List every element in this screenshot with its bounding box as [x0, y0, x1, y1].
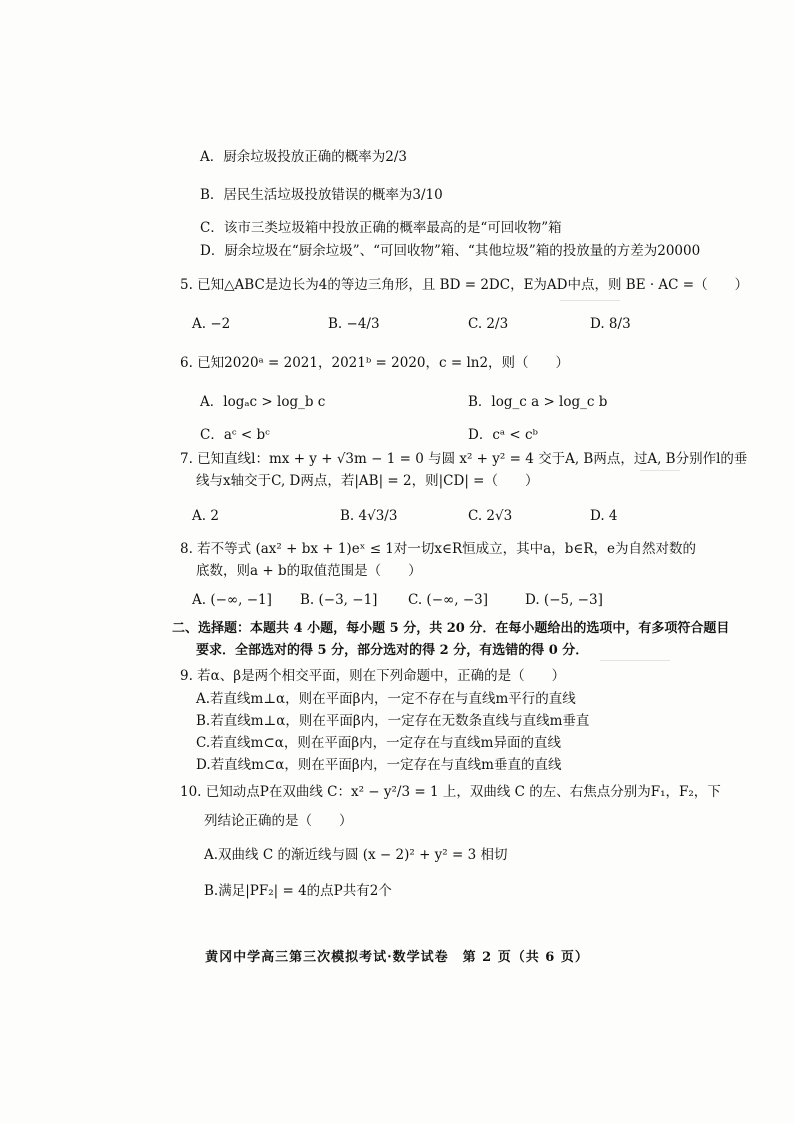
page-footer: 黄冈中学高三第三次模拟考试·数学试卷 第 2 页（共 6 页）: [205, 950, 589, 965]
q10-stem-line2: 列结论正确的是（ ）: [204, 813, 353, 829]
q9-option-d: D.若直线m⊂α，则在平面β内，一定存在与直线m垂直的直线: [196, 757, 562, 773]
q9-stem: 9. 若α、β是两个相交平面，则在下列命题中，正确的是（ ）: [180, 668, 566, 684]
q9-option-a: A.若直线m⊥α，则在平面β内，一定不存在与直线m平行的直线: [196, 691, 576, 707]
q4-option-d: D．厨余垃圾在“厨余垃圾”、“可回收物”箱、“其他垃圾”箱的投放量的方差为20000: [200, 243, 701, 259]
q4-option-c: C．该市三类垃圾箱中投放正确的概率最高的是“可回收物”箱: [200, 220, 562, 236]
q4-option-b: B．居民生活垃圾投放错误的概率为3/10: [200, 187, 443, 203]
q9-option-c: C.若直线m⊂α，则在平面β内，一定存在与直线m异面的直线: [196, 735, 561, 751]
q5-option-b: B. −4/3: [328, 316, 380, 332]
q6-option-a: A．logₐc > log_b c: [200, 394, 326, 410]
q10-option-a: A.双曲线 C 的渐近线与圆 (x − 2)² + y² = 3 相切: [204, 847, 508, 863]
q8-option-d: D. (−5, −3]: [525, 592, 603, 608]
q8-option-b: B. (−3, −1]: [300, 592, 378, 608]
q6-option-b: B．log_c a > log_c b: [468, 394, 608, 410]
q10-option-b: B.满足|PF₂| = 4的点P共有2个: [204, 883, 392, 899]
q6-option-d: D．cᵃ < cᵇ: [468, 427, 538, 443]
q8-stem-line2: 底数，则a + b的取值范围是（ ）: [196, 563, 422, 579]
q7-stem-line1: 7. 已知直线l：mx + y + √3m − 1 = 0 与圆 x² + y² = 4 交于A, B两点，过A, B分别作l的垂: [180, 451, 748, 467]
q8-option-c: C. (−∞, −3]: [408, 592, 489, 608]
q6-stem: 6. 已知2020ᵃ = 2021，2021ᵇ = 2020，c = ln2，则（ ）: [180, 355, 570, 371]
q5-stem: 5. 已知△ABC是边长为4的等边三角形，且 BD = 2DC，E为AD中点，则 BE · AC =（ ）: [180, 277, 749, 293]
scan-speck: [560, 300, 620, 301]
scan-speck: [600, 660, 670, 661]
q5-option-d: D. 8/3: [590, 316, 631, 332]
q7-option-c: C. 2√3: [468, 508, 513, 524]
q4-option-a: A．厨余垃圾投放正确的概率为2/3: [200, 149, 407, 165]
q7-option-b: B. 4√3/3: [340, 508, 398, 524]
q7-option-d: D. 4: [590, 508, 618, 524]
q7-stem-line2: 线与x轴交于C, D两点，若|AB| = 2，则|CD| =（ ）: [196, 473, 539, 489]
q10-stem-line1: 10. 已知动点P在双曲线 C：x² − y²/3 = 1 上，双曲线 C 的左、右焦点分别为F₁，F₂，下: [180, 784, 721, 800]
q7-option-a: A. 2: [192, 508, 219, 524]
q8-stem-line1: 8. 若不等式 (ax² + bx + 1)eˣ ≤ 1对一切x∈R恒成立，其中a，b∈R，e为自然对数的: [180, 541, 697, 557]
section-2-heading: 二、选择题：本题共 4 小题，每小题 5 分，共 20 分．在每小题给出的选项中，有多项符合题目: [172, 621, 730, 636]
q6-option-c: C．aᶜ < bᶜ: [200, 427, 270, 443]
q5-option-a: A. −2: [192, 316, 231, 332]
section-2-instructions: 要求．全部选对的得 5 分，部分选对的得 2 分，有选错的得 0 分．: [196, 643, 589, 658]
scan-speck: [640, 470, 680, 471]
q8-option-a: A. (−∞, −1]: [192, 592, 272, 608]
q5-option-c: C. 2/3: [468, 316, 509, 332]
q9-option-b: B.若直线m⊥α，则在平面β内，一定存在无数条直线与直线m垂直: [196, 713, 590, 729]
